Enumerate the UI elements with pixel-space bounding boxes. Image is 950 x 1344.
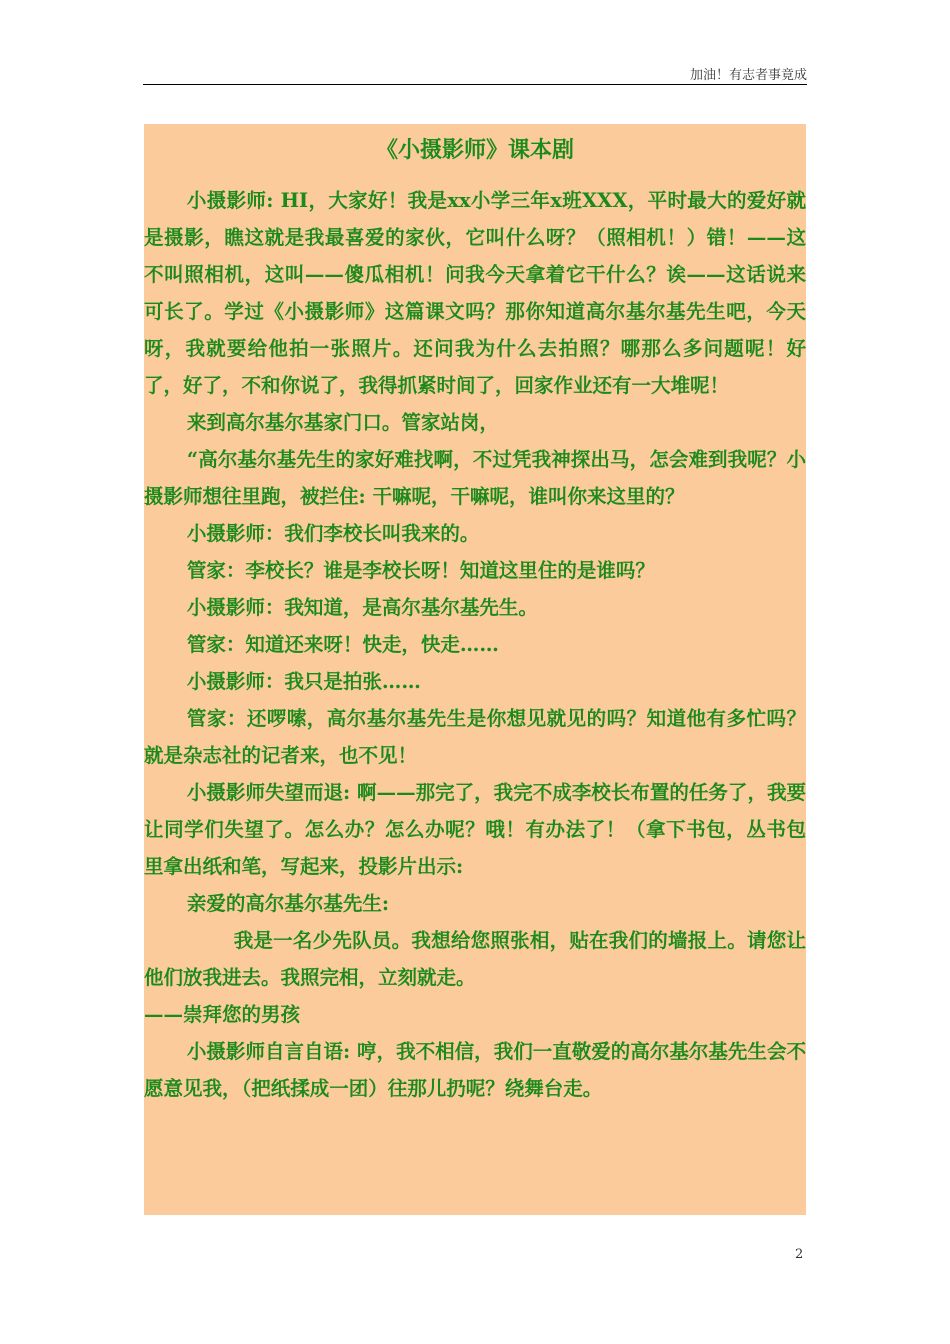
script-text-box xyxy=(144,124,806,1215)
paragraph-dialogue-line: 小摄影师：我们李校长叫我来的。 xyxy=(186,522,480,545)
paragraph-dialogue-line: 管家：知道还来呀！快走，快走…… xyxy=(186,633,499,656)
header-divider xyxy=(143,84,807,85)
paragraph-monologue-end: 小摄影师自言自语: 哼，我不相信，我们一直敬爱的高尔基尔基先生会不愿意见我，（把纸揉成一团）往那儿扔呢？绕舞台走。 xyxy=(144,1040,806,1100)
paragraph-disappointed-exit: 小摄影师失望而退: 啊——那完了，我完不成李校长布置的任务了，我要让同学们失望了。怎么办？怎么办呢？哦！有办法了！（拿下书包，丛书包里拿出纸和笔，写起来，投影片出示: xyxy=(144,781,806,878)
letter-body: 我是一名少先队员。我想给您照张相，贴在我们的墙报上。请您让他们放我进去。我照完相，立刻就走。 xyxy=(144,929,806,989)
paragraph-arrival-line: “高尔基尔基先生的家好难找啊，不过凭我神探出马，怎会难到我呢？小摄影师想往里跑，被拦住: 干嘛呢，干嘛呢，谁叫你来这里的？ xyxy=(144,448,806,508)
letter-salutation: 亲爱的高尔基尔基先生: xyxy=(186,892,390,915)
page-header-text: 加油！有志者事竟成 xyxy=(689,68,807,83)
document-title: 《小摄影师》课本剧 xyxy=(375,137,574,163)
paragraph-dialogue-line: 管家：李校长？谁是李校长呀！知道这里住的是谁吗？ xyxy=(186,559,655,582)
paragraph-intro-monologue: 小摄影师: HI，大家好！我是xx小学三年x班XXX，平时最大的爱好就是摄影，瞧这就是我最喜爱的家伙，它叫什么呀？（照相机！）错！——这不叫照相机，这叫——傻瓜相机！问我今天拿着它干什么？诶——这话说来可长了。学过《小摄影师》这篇课文吗？那你知道高尔基尔基先生吧，今天呀，我就要给他拍一张照片。还问我为什么去拍照？哪那么多问题呢！好了，好了，不和你说了，我得抓紧时间了，回家作业还有一大堆呢！ xyxy=(144,189,806,397)
paragraph-dialogue-line: 小摄影师：我知道，是高尔基尔基先生。 xyxy=(186,596,538,619)
paragraph-scene-direction: 来到高尔基尔基家门口。管家站岗， xyxy=(186,411,499,434)
paragraph-dialogue-line: 管家：还啰嗦，高尔基尔基先生是你想见就见的吗？知道他有多忙吗？就是杂志社的记者来，也不见！ xyxy=(144,707,806,767)
letter-signature: ——崇拜您的男孩 xyxy=(144,1003,301,1026)
script-body xyxy=(144,182,806,1107)
paragraph-dialogue-line: 小摄影师：我只是拍张…… xyxy=(186,670,421,693)
page-number: 2 xyxy=(795,1247,804,1262)
